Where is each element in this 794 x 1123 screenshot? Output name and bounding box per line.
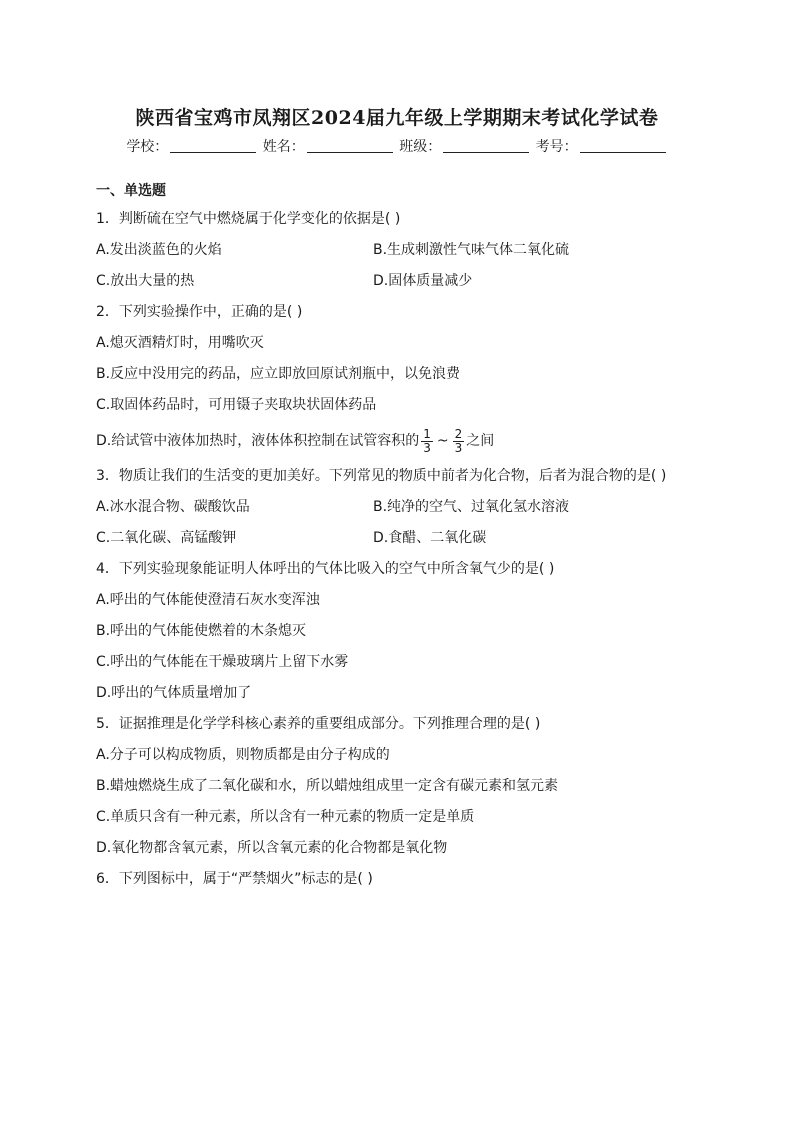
- class-blank[interactable]: [443, 152, 529, 153]
- option-d-prefix: D.给试管中液体加热时，液体体积控制在试管容积的: [96, 433, 420, 449]
- questions-area: [96, 180, 698, 895]
- option-d-suffix: 之间: [466, 433, 495, 449]
- fraction-numerator: 2: [454, 426, 463, 441]
- range-tilde: ~: [436, 433, 449, 449]
- question-1-option-b: B.生成刺激性气味气体二氧化硫: [373, 242, 570, 258]
- fraction-denominator: 3: [454, 440, 463, 455]
- question-2-stem: 2．下列实验操作中，正确的是( ): [96, 304, 303, 320]
- exam-title: 陕西省宝鸡市凤翔区2024届九年级上学期期末考试化学试卷: [135, 107, 659, 129]
- question-1-option-a: A.发出淡蓝色的火焰: [96, 242, 222, 258]
- question-5-option-a: A.分子可以构成物质，则物质都是由分子构成的: [96, 747, 390, 763]
- question-1-stem: 1．判断硫在空气中燃烧属于化学变化的依据是( ): [96, 211, 401, 227]
- number-blank[interactable]: [580, 152, 666, 153]
- fraction-two-thirds: [453, 428, 465, 455]
- question-6-stem: 6．下列图标中，属于“严禁烟火”标志的是( ): [96, 871, 373, 887]
- question-5-stem: 5．证据推理是化学学科核心素养的重要组成部分。下列推理合理的是( ): [96, 716, 541, 732]
- fraction-one-third: [421, 428, 433, 455]
- question-3-options-row-2: [96, 523, 698, 554]
- question-5-option-d: D.氧化物都含氧元素，所以含氧元素的化合物都是氧化物: [96, 840, 448, 856]
- question-3-options-row-1: [96, 492, 698, 523]
- question-4-option-b: B.呼出的气体能使燃着的木条熄灭: [96, 623, 307, 639]
- fraction-numerator: 1: [423, 426, 431, 441]
- name-blank[interactable]: [307, 152, 393, 153]
- section-heading: 一、单选题: [96, 183, 166, 199]
- question-5-option-c: C.单质只含有一种元素，所以含有一种元素的物质一定是单质: [96, 809, 475, 825]
- question-1-options-row-1: [96, 235, 698, 266]
- question-3-stem: 3．物质让我们的生活变的更加美好。下列常见的物质中前者为化合物，后者为混合物的是( ): [96, 468, 667, 484]
- question-2-option-b: B.反应中没用完的药品，应立即放回原试剂瓶中，以免浪费: [96, 366, 461, 382]
- number-label: 考号：: [535, 139, 578, 155]
- name-label: 姓名：: [262, 139, 305, 155]
- question-5-option-b: B.蜡烛燃烧生成了二氧化碳和水，所以蜡烛组成里一定含有碳元素和氢元素: [96, 778, 559, 794]
- question-2-option-d: [96, 421, 698, 461]
- class-label: 班级：: [399, 139, 442, 155]
- question-3-option-a: A.冰水混合物、碳酸饮品: [96, 499, 250, 515]
- question-1-option-c: C.放出大量的热: [96, 273, 195, 289]
- question-1-options-row-2: [96, 266, 698, 297]
- question-3-option-d: D.食醋、二氧化碳: [373, 530, 487, 546]
- fraction-denominator: 3: [423, 440, 431, 455]
- question-2-option-a: A.熄灭酒精灯时，用嘴吹灭: [96, 335, 264, 351]
- school-label: 学校：: [126, 139, 169, 155]
- question-1-option-d: D.固体质量减少: [373, 273, 473, 289]
- question-4-option-c: C.呼出的气体能在干燥玻璃片上留下水雾: [96, 654, 349, 670]
- question-2-option-c: C.取固体药品时，可用镊子夹取块状固体药品: [96, 397, 377, 413]
- question-4-stem: 4．下列实验现象能证明人体呼出的气体比吸入的空气中所含氧气少的是( ): [96, 561, 555, 577]
- school-blank[interactable]: [170, 152, 256, 153]
- question-4-option-a: A.呼出的气体能使澄清石灰水变浑浊: [96, 592, 320, 608]
- question-3-option-c: C.二氧化碳、高锰酸钾: [96, 530, 237, 546]
- student-info-line: [0, 136, 794, 156]
- question-4-option-d: D.呼出的气体质量增加了: [96, 685, 252, 701]
- question-3-option-b: B.纯净的空气、过氧化氢水溶液: [373, 499, 570, 515]
